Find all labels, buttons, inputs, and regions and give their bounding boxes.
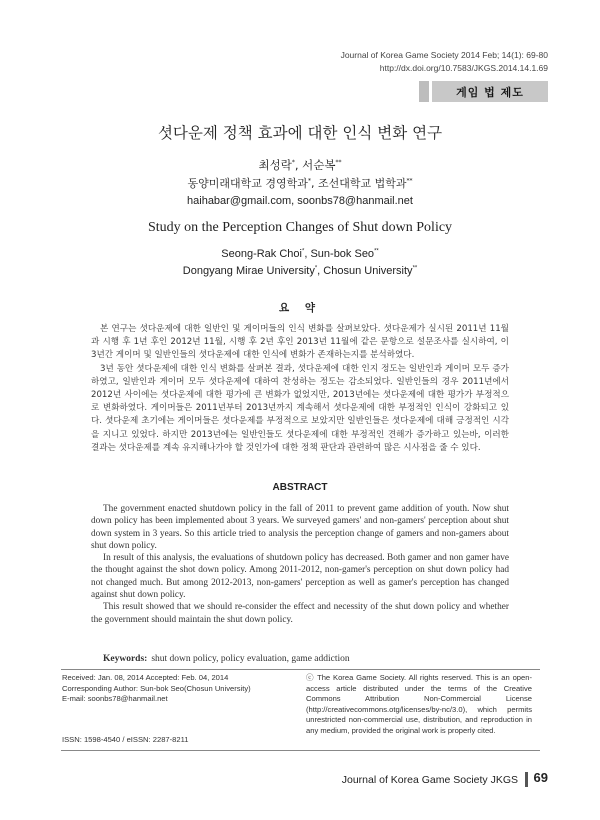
keywords: [103, 654, 350, 664]
korean-abstract: [91, 323, 509, 455]
footer-separator: [525, 772, 528, 787]
paper-title-korean: 셧다운제 정책 효과에 대한 인식 변화 연구: [157, 124, 443, 142]
affiliations-korean: 동양미래대학교 경영학과*, 조선대학교 법학과**: [187, 177, 413, 190]
corresponding-email: E-mail: soonbs78@hanmail.net: [62, 694, 168, 704]
english-abstract-paragraph-3: This result showed that we should re-consider the effect and necessity of the shut down policy and whether the government should maintain the shut down policy.: [91, 602, 509, 625]
korean-abstract-heading: 요 약: [279, 302, 321, 314]
article-info: [62, 673, 292, 705]
keywords-value: shut down policy, policy evaluation, game addiction: [151, 654, 350, 664]
english-abstract: [91, 503, 509, 626]
category-badge: [419, 81, 548, 102]
journal-citation: Journal of Korea Game Society 2014 Feb; 14(1): 69-80: [340, 50, 548, 60]
footer-journal-name: Journal of Korea Game Society JKGS: [341, 774, 518, 786]
corresponding-author: Corresponding Author: Sun-bok Seo(Chosun University): [62, 683, 251, 693]
keywords-label: Keywords:: [103, 654, 148, 664]
issn: ISSN: 1598-4540 / eISSN: 2287-8211: [62, 735, 189, 744]
author-emails: haihabar@gmail.com, soonbs78@hanmail.net: [187, 195, 413, 207]
english-abstract-heading: ABSTRACT: [272, 482, 328, 493]
affiliations-english: Dongyang Mirae University*, Chosun University**: [182, 265, 418, 277]
badge-accent-bar: [419, 81, 429, 102]
category-label: 게임 법 제도: [432, 81, 548, 102]
doi-link[interactable]: http://dx.doi.org/10.7583/JKGS.2014.14.1.69: [379, 63, 548, 73]
authors-english: Seong-Rak Choi*, Sun-bok Seo**: [221, 248, 379, 260]
korean-abstract-paragraph-2: 3년 동안 셧다운제에 대한 인식 변화를 살펴본 결과, 셧다운제에 대한 인지 정도는 일반인과 게이머 모두 증가하였고, 일반인과 게이머 모두 셧다운제에 대하여 찬성하는 정도는 감소되었다. 일반인들의 경우 2011년에서 2012년 사이에는 셧다운제에 대한 평가에 큰 변화가 없었지만, 2013년에는 셧다운제에 대한 평가가 부정적으로 변화하였다. 게이머들은 2011년부터 2013년까지 계속해서 셧다운제에 대한 부정적인 인식이 강화되고 있다. 셧다운제 초기에는 게이머들은 셧다운제를 부정적으로 보았지만 일반인들은 셧다운제에 대해 긍정적인 시각을 지니고 있었다. 하지만 2013년에는 일반인들도 셧다운제에 대한 부정적인 견해가 증가하고 있는바, 이러한 결과는 셧다운제를 계속 유지해나가야 할 것인가에 대한 정책 판단과 관련하여 많은 시사점을 줄 수 있다.: [91, 363, 509, 453]
korean-abstract-paragraph-1: 본 연구는 셧다운제에 대한 일반인 및 게이머들의 인식 변화를 살펴보았다. 셧다운제가 실시된 2011년 11월과 시행 후 1년 후인 2012년 11월, 시행 후 2년 후인 2013년 11월에 같은 문항으로 설문조사를 실시하여, 이 3년간 게이머 및 일반인들의 셧다운제에 대한 인식에 변화가 존재하는지를 분석하였다.: [91, 324, 509, 361]
info-bottom-rule: [61, 750, 540, 751]
license-notice: ⓒ The Korea Game Society. All rights reserved. This is an open-access article distributed under the terms of the Creative Commons Attribution Non-Commercial License (http://creativecommons.otg/licenses/by-nc/3.0), which permits unrestricted non-commercial use, distribution, and reproduction in any medium, provided the original work is properly cited.: [306, 673, 532, 735]
page-number: 69: [533, 770, 548, 785]
english-abstract-paragraph-2: In result of this analysis, the evaluations of shutdown policy has decreased. Both gamer and non gamer have the thought against the shot down policy. Among 2011-2012, non-gamer's perception on shut down policy had not changed much. But among 2012-2013, non-gamers' perception as well as gamer's perception has changed against shut down policy.: [91, 553, 509, 601]
info-top-rule: [61, 669, 540, 670]
authors-korean: 최성락*, 서순복**: [258, 158, 342, 172]
received-accepted-dates: Received: Jan. 08, 2014 Accepted: Feb. 04, 2014: [62, 673, 229, 682]
paper-title-english: Study on the Perception Changes of Shut down Policy: [147, 220, 453, 235]
english-abstract-paragraph-1: The government enacted shutdown policy in the fall of 2011 to prevent game addition of youth. Now shut down policy has been implemented about 3 years. We surveyed gamers' and non-gamers' perception about shut down system in 3 years. So this article tried to analysis the perception change of gamers and non-gamers about shut down policy.: [91, 504, 509, 551]
